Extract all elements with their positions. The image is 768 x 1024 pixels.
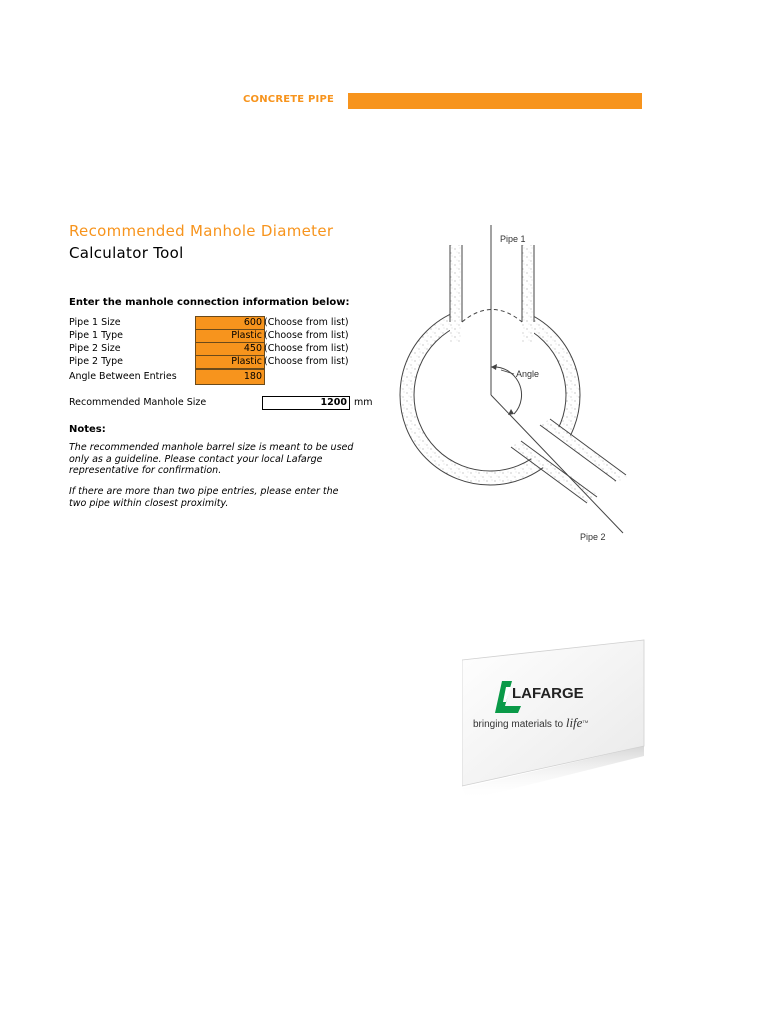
pipe2-size-input[interactable]: 450: [195, 342, 265, 356]
angle-label: Angle Between Entries: [69, 371, 177, 382]
pipe2-type-input[interactable]: Plastic: [195, 355, 265, 369]
pipe1-label: Pipe 1: [500, 234, 526, 244]
pipe2-label: Pipe 2: [580, 532, 606, 542]
pipe2-type-label: Pipe 2 Type: [69, 356, 123, 367]
logo-tagline-life: life: [565, 715, 583, 730]
page-title: Recommended Manhole Diameter: [69, 222, 334, 240]
pipe-1: [450, 245, 534, 343]
pipe1-type-label: Pipe 1 Type: [69, 330, 123, 341]
manhole-diagram: [390, 215, 640, 550]
header-label: CONCRETE PIPE: [243, 94, 335, 105]
pipe1-size-input[interactable]: 600: [195, 316, 265, 330]
pipe2-type-hint: (Choose from list): [264, 356, 349, 367]
result-label: Recommended Manhole Size: [69, 397, 207, 408]
pipe2-size-label: Pipe 2 Size: [69, 343, 121, 354]
pipe1-type-input[interactable]: Plastic: [195, 329, 265, 343]
lafarge-logo: [462, 638, 652, 803]
pipe1-type-hint: (Choose from list): [264, 330, 349, 341]
note-text: If there are more than two pipe entries, please enter the two pipe within closest proximity.: [69, 486, 339, 509]
header-bar: [348, 93, 642, 109]
notes-heading: Notes:: [69, 424, 106, 435]
instructions-heading: Enter the manhole connection information below:: [69, 297, 350, 308]
logo-tagline-tm: TM: [582, 719, 589, 724]
pipe1-size-hint: (Choose from list): [264, 317, 349, 328]
note-text: The recommended manhole barrel size is meant to be used only as a guideline. Please contact your local Lafarge representative for confirmation.: [69, 442, 354, 476]
result-unit: mm: [354, 397, 373, 408]
angle-label-text: Angle: [516, 369, 540, 379]
logo-tagline-prefix: bringing materials to: [473, 719, 566, 730]
pipe1-size-label: Pipe 1 Size: [69, 317, 121, 328]
logo-brand-text: LAFARGE: [512, 685, 584, 702]
angle-input[interactable]: 180: [195, 369, 265, 385]
result-value: 1200: [262, 396, 350, 410]
pipe2-size-hint: (Choose from list): [264, 343, 349, 354]
page-subtitle: Calculator Tool: [69, 244, 184, 262]
